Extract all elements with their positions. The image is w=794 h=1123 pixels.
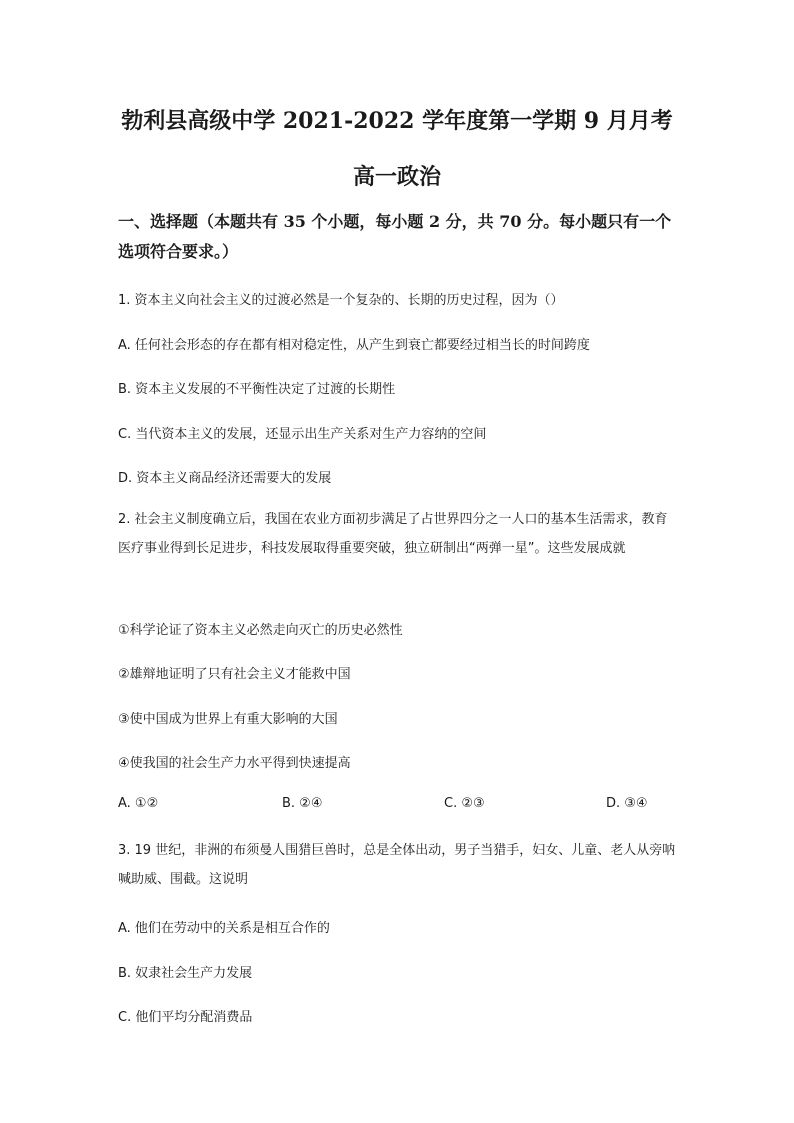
exam-title: 勃利县高级中学 2021-2022 学年度第一学期 9 月月考	[121, 108, 673, 134]
section-heading: 一、选择题（本题共有 35 个小题，每小题 2 分，共 70 分。每小题只有一个选项符合要求。）	[118, 212, 672, 261]
question-2-options	[118, 796, 678, 816]
question-3-option-c: C. 他们平均分配消费品	[118, 1010, 253, 1025]
question-2-statement-2: ②雄辩地证明了只有社会主义才能救中国	[118, 667, 351, 682]
question-1-option-b: B. 资本主义发展的不平衡性决定了过渡的长期性	[118, 382, 396, 397]
exam-subtitle: 高一政治	[352, 164, 441, 190]
question-3-option-b: B. 奴隶社会生产力发展	[118, 966, 253, 981]
question-2-stem: 2. 社会主义制度确立后，我国在农业方面初步满足了占世界四分之一人口的基本生活需求，教育医疗事业得到长足进步，科技发展取得重要突破，独立研制出“两弹一星”。这些发展成就	[118, 512, 668, 556]
question-2-statement-1: ①科学论证了资本主义必然走向灭亡的历史必然性	[118, 623, 403, 638]
question-1-option-a: A. 任何社会形态的存在都有相对稳定性，从产生到衰亡都要经过相当长的时间跨度	[118, 338, 590, 353]
question-2-option-a: A. ①②	[118, 796, 159, 811]
question-2-statement-3: ③使中国成为世界上有重大影响的大国	[118, 712, 338, 727]
question-2-option-b: B. ②④	[282, 796, 323, 811]
question-2-statement-4: ④使我国的社会生产力水平得到快速提高	[118, 756, 351, 771]
question-2-option-c: C. ②③	[444, 796, 485, 811]
question-3-option-a: A. 他们在劳动中的关系是相互合作的	[118, 921, 330, 936]
question-1-stem: 1. 资本主义向社会主义的过渡必然是一个复杂的、长期的历史过程，因为（）	[118, 293, 564, 308]
question-1-option-c: C. 当代资本主义的发展，还显示出生产关系对生产力容纳的空间	[118, 427, 487, 442]
question-3-stem: 3. 19 世纪，非洲的布须曼人围猎巨兽时，总是全体出动，男子当猎手，妇女、儿童、老人从旁呐喊助威、围截。这说明	[118, 843, 676, 887]
question-2-option-d: D. ③④	[606, 796, 648, 811]
question-1-option-d: D. 资本主义商品经济还需要大的发展	[118, 471, 332, 486]
